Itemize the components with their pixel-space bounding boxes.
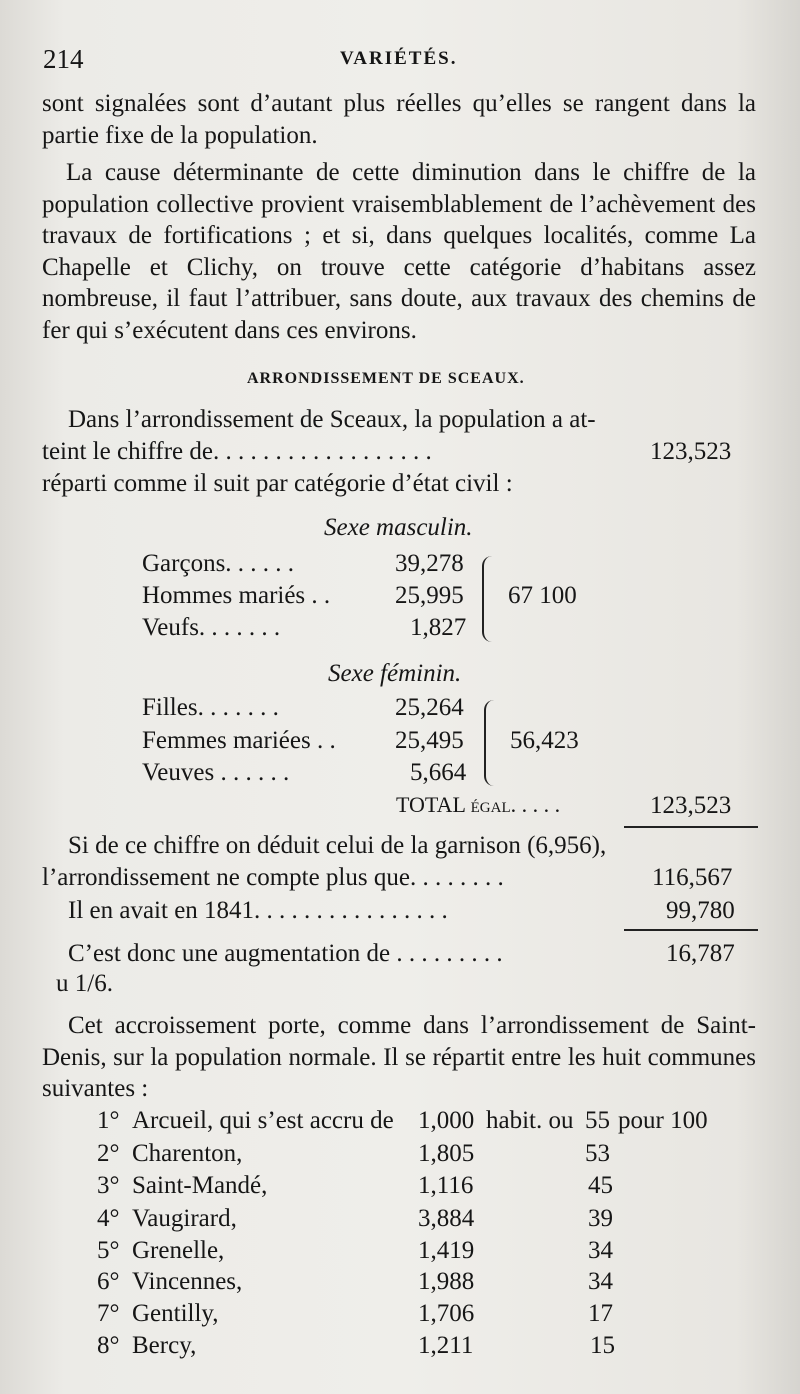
growth-paragraph: Cet accroissement porte, comme dans l’arrondissement de Saint-Denis, sur la population normale. Il se répartit entre les huit communes suivantes : <box>42 1012 756 1103</box>
commune-rank: 5° <box>97 1237 120 1264</box>
feminin-row-value: 25,495 <box>395 727 464 754</box>
masculin-row-label: Garçons. . . . . . <box>142 550 295 577</box>
garrison-value-2: 116,567 <box>652 864 733 891</box>
feminin-row-value: 5,664 <box>410 759 467 786</box>
commune-pct: 45 <box>588 1172 613 1199</box>
total-rule <box>624 826 758 828</box>
feminin-subtotal: 56,423 <box>510 727 579 754</box>
commune-pct: 39 <box>588 1205 613 1232</box>
commune-habitants: 1,805 <box>418 1140 475 1167</box>
section-intro-line-3: réparti comme il suit par catégorie d’état civil : <box>42 470 513 497</box>
commune-name: Arcueil, qui s’est accru de <box>132 1107 394 1134</box>
masculin-subtotal: 67 100 <box>508 582 577 609</box>
commune-rank: 2° <box>97 1140 120 1167</box>
section-intro-line-2: teint le chiffre de. . . . . . . . . . . . . . . . . . <box>42 438 432 465</box>
commune-rank: 8° <box>97 1332 120 1359</box>
commune-name: Gentilly, <box>132 1300 219 1327</box>
section-intro-total: 123,523 <box>650 438 732 465</box>
difference-rule <box>624 929 758 931</box>
commune-pct: 17 <box>588 1300 613 1327</box>
commune-name: Saint-Mandé, <box>132 1172 268 1199</box>
commune-pct-unit: pour 100 <box>618 1107 708 1134</box>
section-heading: ARRONDISSEMENT DE SCEAUX. <box>247 370 525 387</box>
commune-name: Bercy, <box>132 1332 197 1359</box>
page-number: 214 <box>43 44 84 74</box>
masculin-label: Sexe masculin. <box>324 514 473 541</box>
commune-pct: 53 <box>585 1140 610 1167</box>
garrison-line-5: u 1/6. <box>56 970 113 997</box>
masculin-row-value: 1,827 <box>410 614 467 641</box>
feminin-row-label: Filles. . . . . . . <box>142 694 279 721</box>
commune-name: Vaugirard, <box>132 1205 237 1232</box>
commune-habitants: 1,211 <box>418 1332 474 1359</box>
feminin-brace <box>484 700 496 786</box>
commune-rank: 3° <box>97 1172 120 1199</box>
commune-habitants: 1,116 <box>418 1172 474 1199</box>
feminin-row-label: Veuves . . . . . . <box>142 759 290 786</box>
commune-habitants: 3,884 <box>418 1205 475 1232</box>
commune-name: Vincennes, <box>132 1268 243 1295</box>
commune-pct: 55 <box>585 1107 610 1134</box>
masculin-row-label: Veufs. . . . . . . <box>142 614 281 641</box>
feminin-row-label: Femmes mariées . . <box>142 727 336 754</box>
garrison-value-4: 16,787 <box>666 940 735 967</box>
masculin-row-value: 39,278 <box>395 550 464 577</box>
commune-pct: 34 <box>588 1268 613 1295</box>
commune-rank: 1° <box>97 1107 120 1134</box>
commune-name: Grenelle, <box>132 1237 225 1264</box>
commune-habitants: 1,000 <box>418 1107 475 1134</box>
section-intro-line-1: Dans l’arrondissement de Sceaux, la population a at- <box>68 406 596 433</box>
commune-rank: 4° <box>97 1205 120 1232</box>
intro-paragraph-2: La cause déterminante de cette diminution dans le chiffre de la population collective provient vraisemblablement de l’achèvement des travaux de fortifications ; et si, dans quelques localités, comme La Chapelle et Clichy, on trouve cette catégorie d’habitans assez nombreuse, il faut l’attribuer, sans doute, aux travaux des chemins de fer qui s’exécutent dans ces environs. <box>42 159 756 344</box>
garrison-line-4: C’est donc une augmentation de . . . . . . . . . <box>68 940 503 967</box>
garrison-line-2: l’arrondissement ne compte plus que. . . . . . . . <box>42 864 504 891</box>
commune-name: Charenton, <box>132 1140 243 1167</box>
masculin-brace <box>482 556 494 642</box>
commune-habitants: 1,988 <box>418 1268 475 1295</box>
total-value: 123,523 <box>650 792 732 819</box>
total-label: TOTAL égal. . . . . <box>396 792 561 817</box>
garrison-line-1: Si de ce chiffre on déduit celui de la garnison (6,956), <box>68 832 607 859</box>
commune-habitants: 1,706 <box>418 1300 475 1327</box>
feminin-row-value: 25,264 <box>395 694 464 721</box>
commune-pct: 15 <box>590 1332 615 1359</box>
garrison-line-3: Il en avait en 1841. . . . . . . . . . . . . . . . <box>68 897 448 924</box>
commune-rank: 7° <box>97 1300 120 1327</box>
masculin-row-label: Hommes mariés . . <box>142 582 331 609</box>
commune-rank: 6° <box>97 1268 120 1295</box>
commune-unit: habit. ou <box>486 1107 574 1134</box>
commune-habitants: 1,419 <box>418 1237 475 1264</box>
masculin-row-value: 25,995 <box>395 582 464 609</box>
page-header <box>0 44 800 80</box>
feminin-label: Sexe féminin. <box>328 660 462 687</box>
garrison-value-3: 99,780 <box>666 897 735 924</box>
running-title: VARIÉTÉS. <box>340 48 458 69</box>
commune-pct: 34 <box>588 1237 613 1264</box>
intro-paragraph-1: sont signalées sont d’autant plus réelles qu’elles se rangent dans la partie fixe de la population. <box>42 90 756 149</box>
